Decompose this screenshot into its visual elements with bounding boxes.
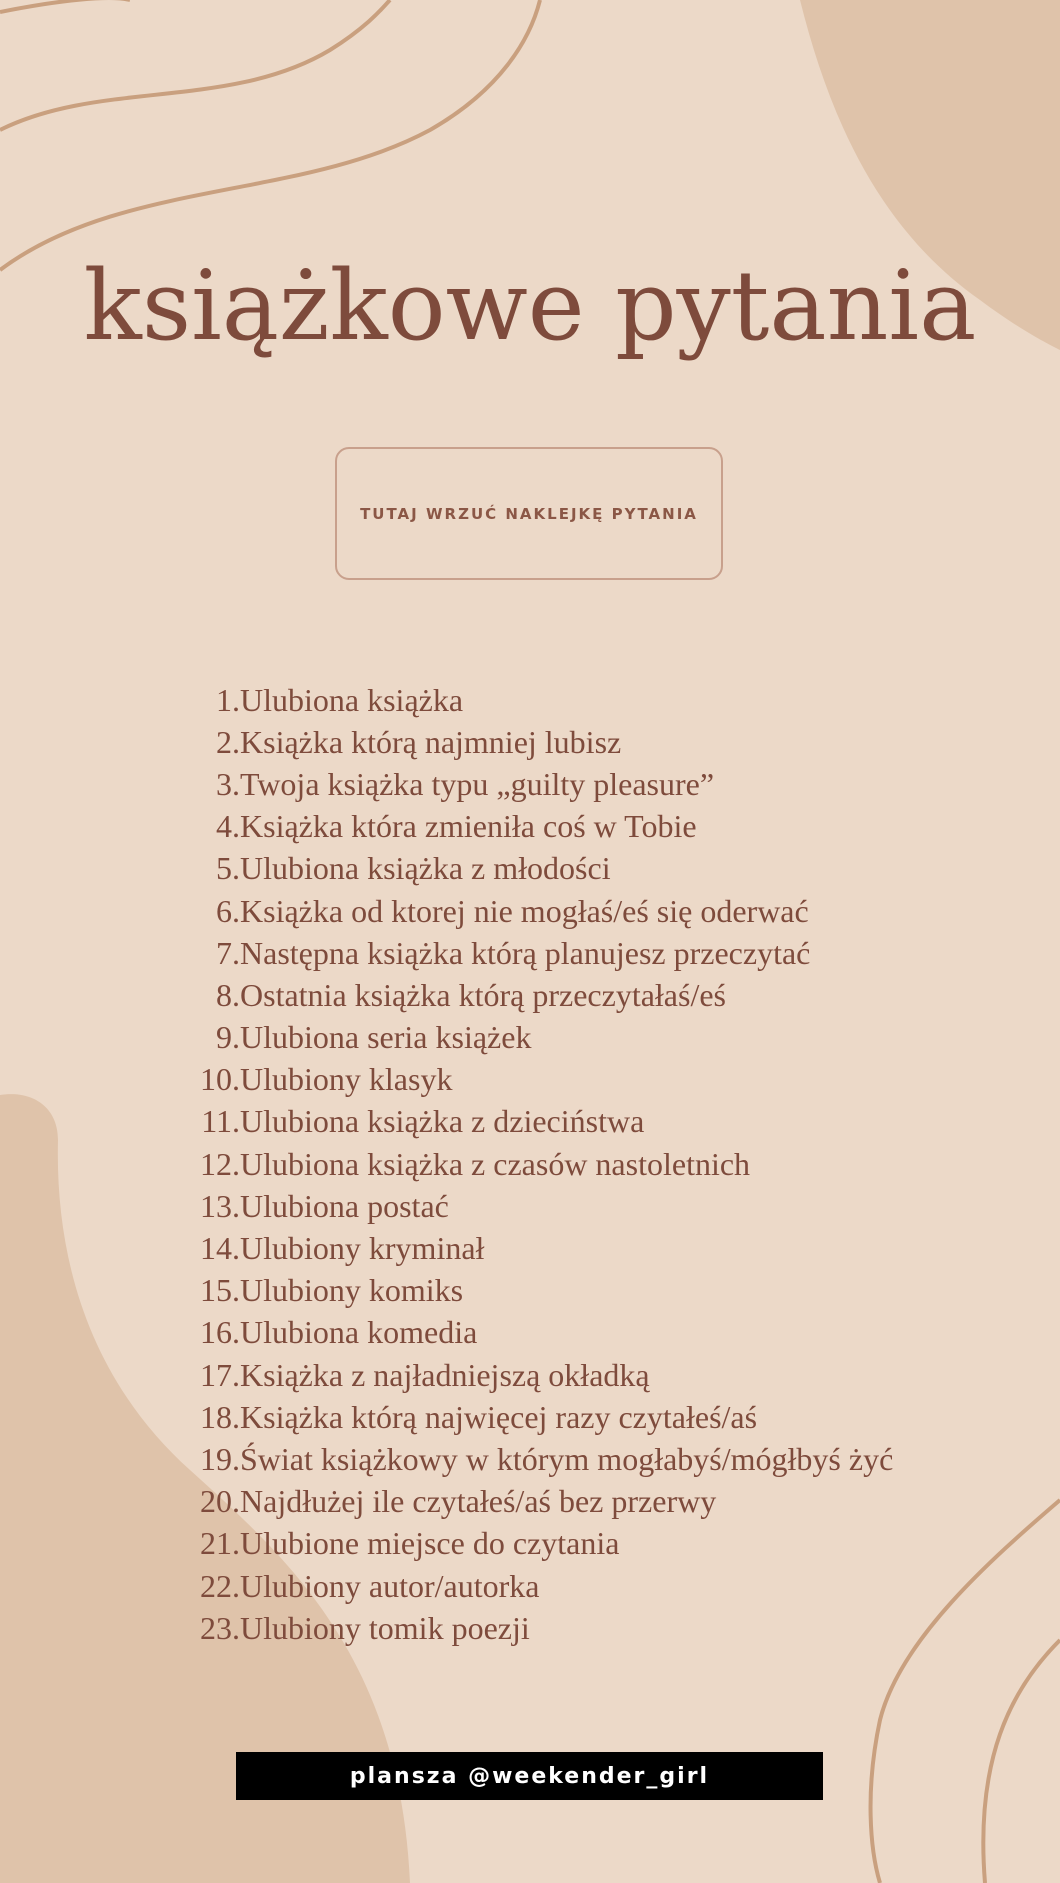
- list-item: [182, 763, 893, 805]
- page-title: książkowe pytania: [83, 250, 977, 362]
- footer-credit-bar: [236, 1752, 823, 1800]
- item-text: Książka którą najwięcej razy czytałeś/aś: [240, 1398, 758, 1435]
- list-item: [182, 1354, 893, 1396]
- list-item: [182, 806, 893, 848]
- wave-line-4: [871, 1500, 1060, 1883]
- item-text: Ulubiona książka z dzieciństwa: [240, 1103, 645, 1140]
- wave-line-3: [0, 0, 540, 270]
- item-number: 15.: [200, 1272, 240, 1309]
- list-item: [182, 1607, 893, 1649]
- sticker-placeholder-label: TUTAJ WRZUĆ NAKLEJKĘ PYTANIA: [360, 504, 698, 523]
- list-item: [182, 1185, 893, 1227]
- item-number: 22.: [200, 1567, 240, 1604]
- item-number: 3.: [216, 765, 240, 802]
- question-sticker-placeholder[interactable]: [335, 447, 723, 580]
- item-number: 23.: [200, 1609, 240, 1646]
- item-number: 8.: [216, 976, 240, 1013]
- wave-line-5: [983, 1640, 1060, 1883]
- item-text: Ulubiona książka z czasów nastoletnich: [240, 1145, 751, 1182]
- item-text: Książka którą najmniej lubisz: [240, 723, 622, 760]
- item-text: Ulubiony klasyk: [240, 1061, 453, 1098]
- item-number: 18.: [200, 1398, 240, 1435]
- item-text: Ulubiony tomik poezji: [240, 1609, 530, 1646]
- list-item: [182, 1396, 893, 1438]
- list-item: [182, 1523, 893, 1565]
- item-text: Ulubione miejsce do czytania: [240, 1525, 620, 1562]
- list-item: [182, 1481, 893, 1523]
- questions-list: [182, 679, 893, 1649]
- list-item: [182, 1565, 893, 1607]
- item-text: Ulubiona książka z młodości: [240, 850, 611, 887]
- footer-credit: plansza @weekender_girl: [349, 1763, 710, 1789]
- item-text: Ulubiony autor/autorka: [240, 1567, 540, 1604]
- list-item: [182, 890, 893, 932]
- item-text: Ulubiony komiks: [240, 1272, 464, 1309]
- list-item: [182, 679, 893, 721]
- item-number: 10.: [200, 1061, 240, 1098]
- item-number: 9.: [216, 1019, 240, 1056]
- item-text: Świat książkowy w którym mogłabyś/mógłbyś żyć: [240, 1440, 894, 1477]
- item-number: 4.: [216, 808, 240, 845]
- list-item: [182, 1227, 893, 1269]
- item-text: Książka od ktorej nie mogłaś/eś się oderwać: [240, 892, 809, 929]
- item-text: Ulubiona książka: [240, 681, 464, 718]
- list-item: [182, 1270, 893, 1312]
- item-number: 1.: [216, 681, 240, 718]
- item-number: 14.: [200, 1230, 240, 1267]
- item-number: 7.: [216, 934, 240, 971]
- item-number: 12.: [200, 1145, 240, 1182]
- list-item: [182, 1059, 893, 1101]
- item-text: Ulubiony kryminał: [240, 1230, 485, 1267]
- list-item: [182, 1101, 893, 1143]
- wave-line-2: [0, 0, 390, 130]
- list-item: [182, 974, 893, 1016]
- item-number: 21.: [200, 1525, 240, 1562]
- item-text: Twoja książka typu „guilty pleasure”: [240, 765, 715, 802]
- list-item: [182, 1438, 893, 1480]
- item-text: Następna książka którą planujesz przeczytać: [240, 934, 811, 971]
- list-item: [182, 1017, 893, 1059]
- list-item: [182, 848, 893, 890]
- item-number: 17.: [200, 1356, 240, 1393]
- item-text: Najdłużej ile czytałeś/aś bez przerwy: [240, 1483, 717, 1520]
- list-item: [182, 1312, 893, 1354]
- item-number: 6.: [216, 892, 240, 929]
- list-item: [182, 932, 893, 974]
- item-text: Ulubiona postać: [240, 1187, 449, 1224]
- list-item: [182, 1143, 893, 1185]
- item-text: Ulubiona seria książek: [240, 1019, 532, 1056]
- item-number: 19.: [200, 1440, 240, 1477]
- item-text: Ulubiona komedia: [240, 1314, 478, 1351]
- item-text: Ostatnia książka którą przeczytałaś/eś: [240, 976, 726, 1013]
- item-number: 5.: [216, 850, 240, 887]
- wave-line-1: [0, 0, 130, 12]
- item-text: Książka z najładniejszą okładką: [240, 1356, 650, 1393]
- list-item: [182, 721, 893, 763]
- item-number: 13.: [200, 1187, 240, 1224]
- item-text: Książka która zmieniła coś w Tobie: [240, 808, 697, 845]
- item-number: 20.: [200, 1483, 240, 1520]
- item-number: 16.: [200, 1314, 240, 1351]
- item-number: 11.: [201, 1103, 240, 1140]
- item-number: 2.: [216, 723, 240, 760]
